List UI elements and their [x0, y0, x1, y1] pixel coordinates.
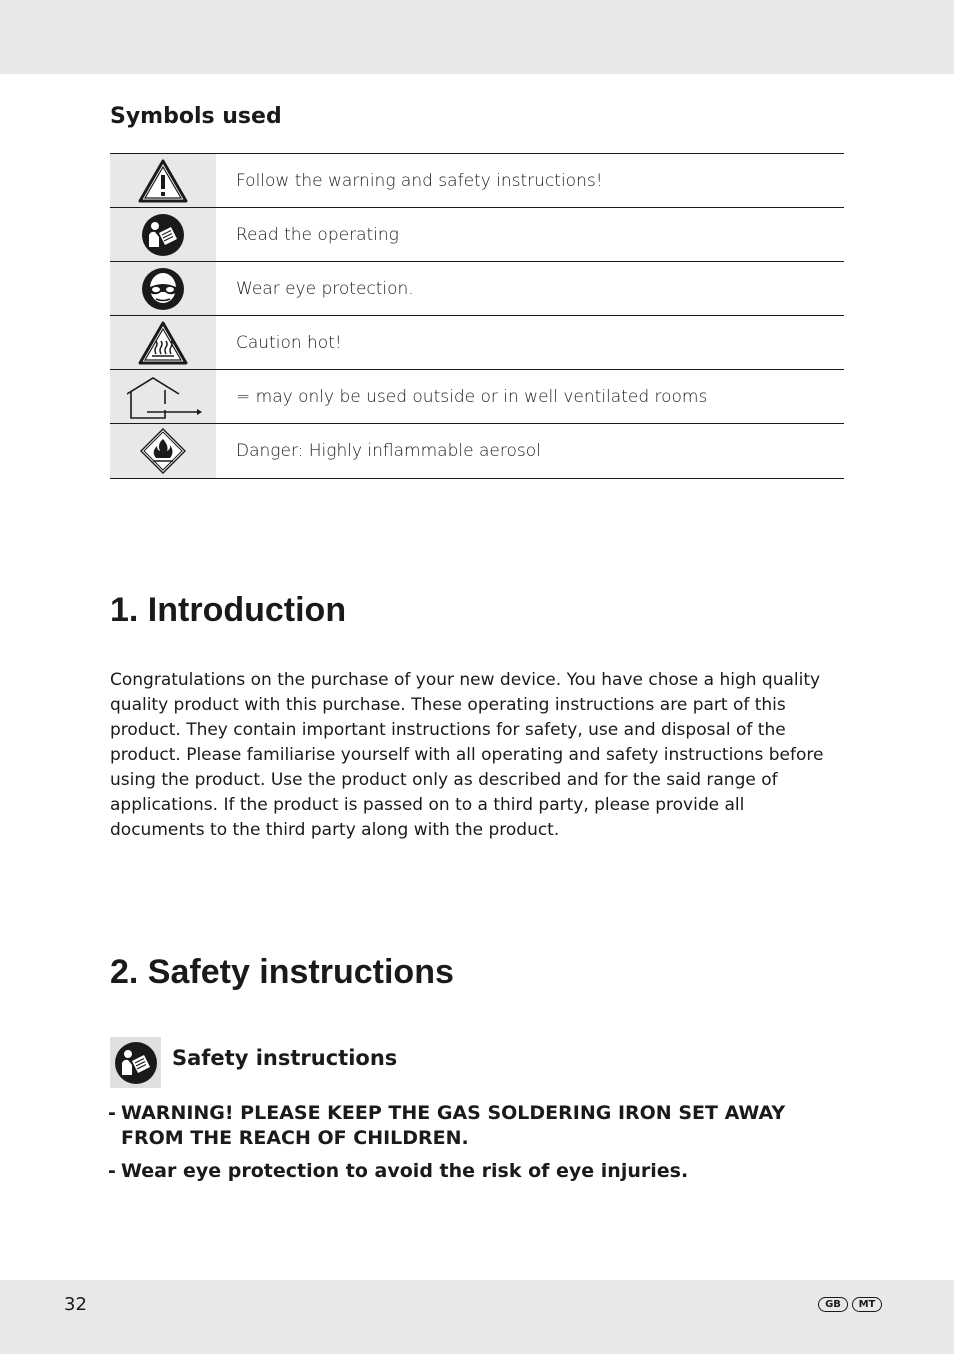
symbol-description: Read the operating	[236, 224, 399, 245]
eye-protection-icon	[141, 267, 185, 311]
symbol-row	[110, 154, 844, 208]
warning-text: WARNING! PLEASE KEEP THE GAS SOLDERING IRON SET AWAY FROM THE REACH OF CHILDREN.	[121, 1102, 786, 1149]
read-manual-icon	[114, 1041, 158, 1085]
symbol-row	[110, 316, 844, 370]
language-badges	[818, 1297, 882, 1312]
safety-sub-icon-box	[110, 1037, 161, 1088]
safety-warning-item	[108, 1101, 848, 1151]
symbol-description: Caution hot!	[236, 332, 342, 353]
symbol-row	[110, 424, 844, 478]
symbol-row	[110, 370, 844, 424]
bullet-dash: -	[108, 1160, 116, 1182]
warning-triangle-icon	[137, 158, 189, 204]
safety-sub-heading: Safety instructions	[172, 1046, 398, 1070]
flammable-diamond-icon	[139, 427, 187, 475]
page-number: 32	[64, 1294, 87, 1315]
symbol-description: Wear eye protection.	[236, 278, 414, 299]
safety-heading: 2. Safety instructions	[110, 953, 454, 991]
ventilated-house-icon	[123, 374, 203, 420]
symbol-row	[110, 262, 844, 316]
top-band	[0, 0, 954, 74]
language-badge-mt: MT	[852, 1297, 882, 1312]
read-manual-icon	[141, 213, 185, 257]
safety-warning-list	[108, 1101, 848, 1184]
introduction-paragraph: Congratulations on the purchase of your new device. You have chose a high quality quality product with this purchase. These operating instructions are part of this product. They contain important instructions for safety, use and disposal of the product. Please familiarise yourself with all operating and safety instructions before using the product. Use the product only as described and for the said range of applications. If the product is passed on to a third party, please provide all documents to the third party along with the product.	[110, 670, 824, 840]
symbol-description: Danger: Highly inflammable aerosol	[236, 441, 541, 461]
symbols-table	[110, 153, 844, 479]
language-badge-gb: GB	[818, 1297, 848, 1312]
introduction-heading: 1. Introduction	[110, 591, 347, 629]
symbol-description: Follow the warning and safety instructions!	[236, 170, 603, 191]
caution-hot-icon	[137, 320, 189, 366]
warning-text: Wear eye protection to avoid the risk of eye injuries.	[121, 1160, 689, 1182]
symbol-row	[110, 208, 844, 262]
symbol-description: = may only be used outside or in well ventilated rooms	[236, 386, 708, 407]
footer-band	[0, 1280, 954, 1354]
bullet-dash: -	[108, 1102, 116, 1124]
symbols-heading: Symbols used	[110, 104, 282, 129]
safety-warning-item	[108, 1159, 848, 1184]
